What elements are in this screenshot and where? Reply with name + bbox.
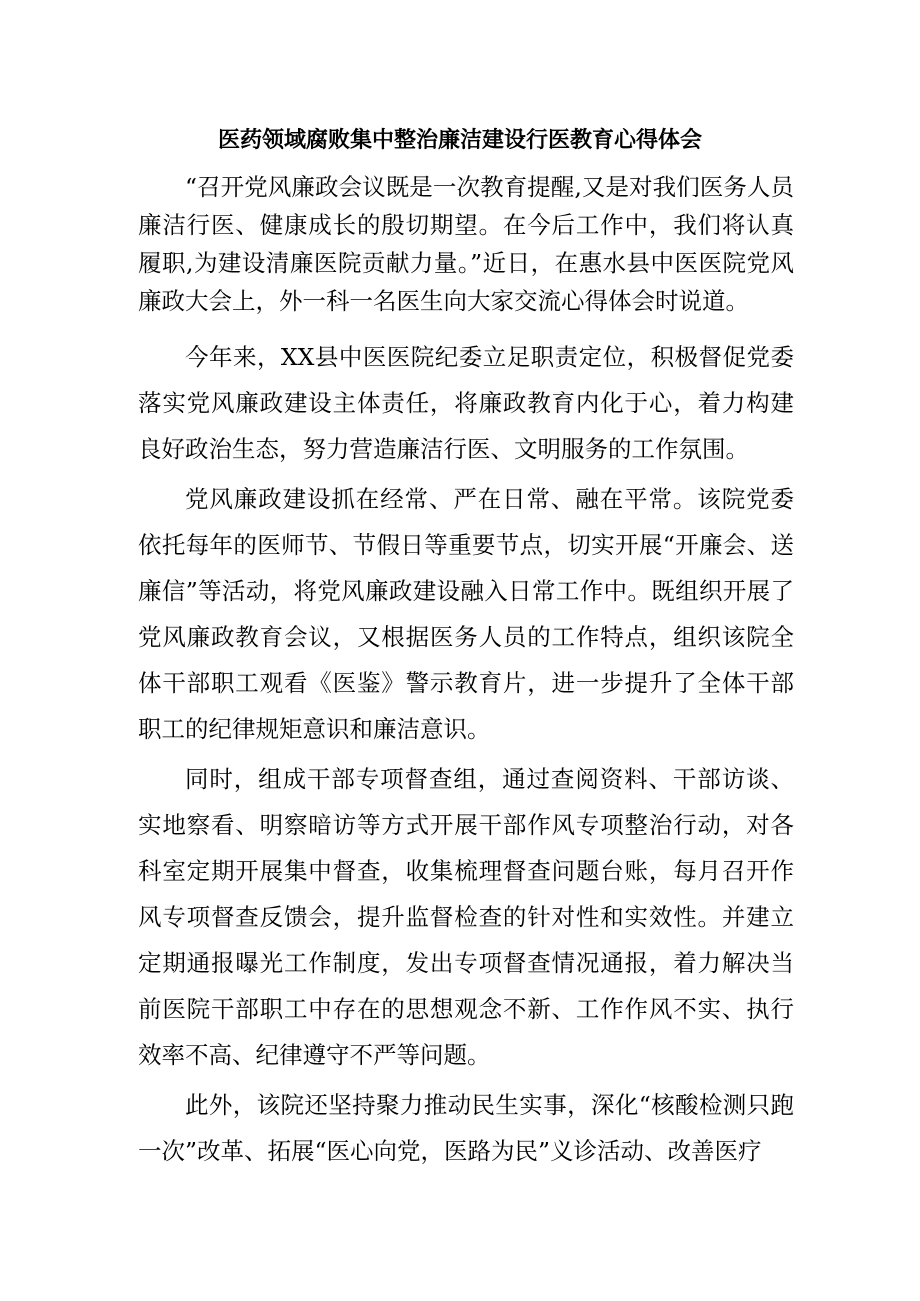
paragraph-2: 今年来，XX县中医医院纪委立足职责定位，积极督促党委落实党风廉政建设主体责任，将廉政教育内化于心，着力构建良好政治生态，努力营造廉洁行医、文明服务的工作氛围。 — [138, 343, 794, 463]
paragraph-3: 党风廉政建设抓在经常、严在日常、融在平常。该院党委依托每年的医师节、节假日等重要节点，切实开展“开廉会、送廉信”等活动，将党风廉政建设融入日常工作中。既组织开展了党风廉政教育会议，又根据医务人员的工作特点，组织该院全体干部职工观看《医鉴》警示教育片，进一步提升了全体干部职工的纪律规矩意识和廉洁意识。 — [138, 485, 794, 743]
document-title: 医药领域腐败集中整治廉洁建设行医教育心得体会 — [217, 127, 702, 153]
paragraph-4: 同时，组成干部专项督查组，通过查阅资料、干部访谈、实地察看、明察暗访等方式开展干部作风专项整治行动，对各科室定期开展集中督查，收集梳理督查问题台账，每月召开作风专项督查反馈会，提升监督检查的针对性和实效性。并建立定期通报曝光工作制度，发出专项督查情况通报，着力解决当前医院干部职工中存在的思想观念不新、工作作风不实、执行效率不高、纪律遵守不严等问题。 — [138, 765, 794, 1069]
document-body — [138, 168, 794, 1174]
paragraph-5: 此外，该院还坚持聚力推动民生实事，深化“核酸检测只跑一次”改革、拓展“医心向党，医路为民”义诊活动、改善医疗 — [138, 1091, 794, 1165]
paragraph-1: “召开党风廉政会议既是一次教育提醒,又是对我们医务人员廉洁行医、健康成长的殷切期望。在今后工作中，我们将认真履职,为建设清廉医院贡献力量。”近日，在惠水县中医医院党风廉政大会上，外一科一名医生向大家交流心得体会时说道。 — [138, 173, 794, 315]
